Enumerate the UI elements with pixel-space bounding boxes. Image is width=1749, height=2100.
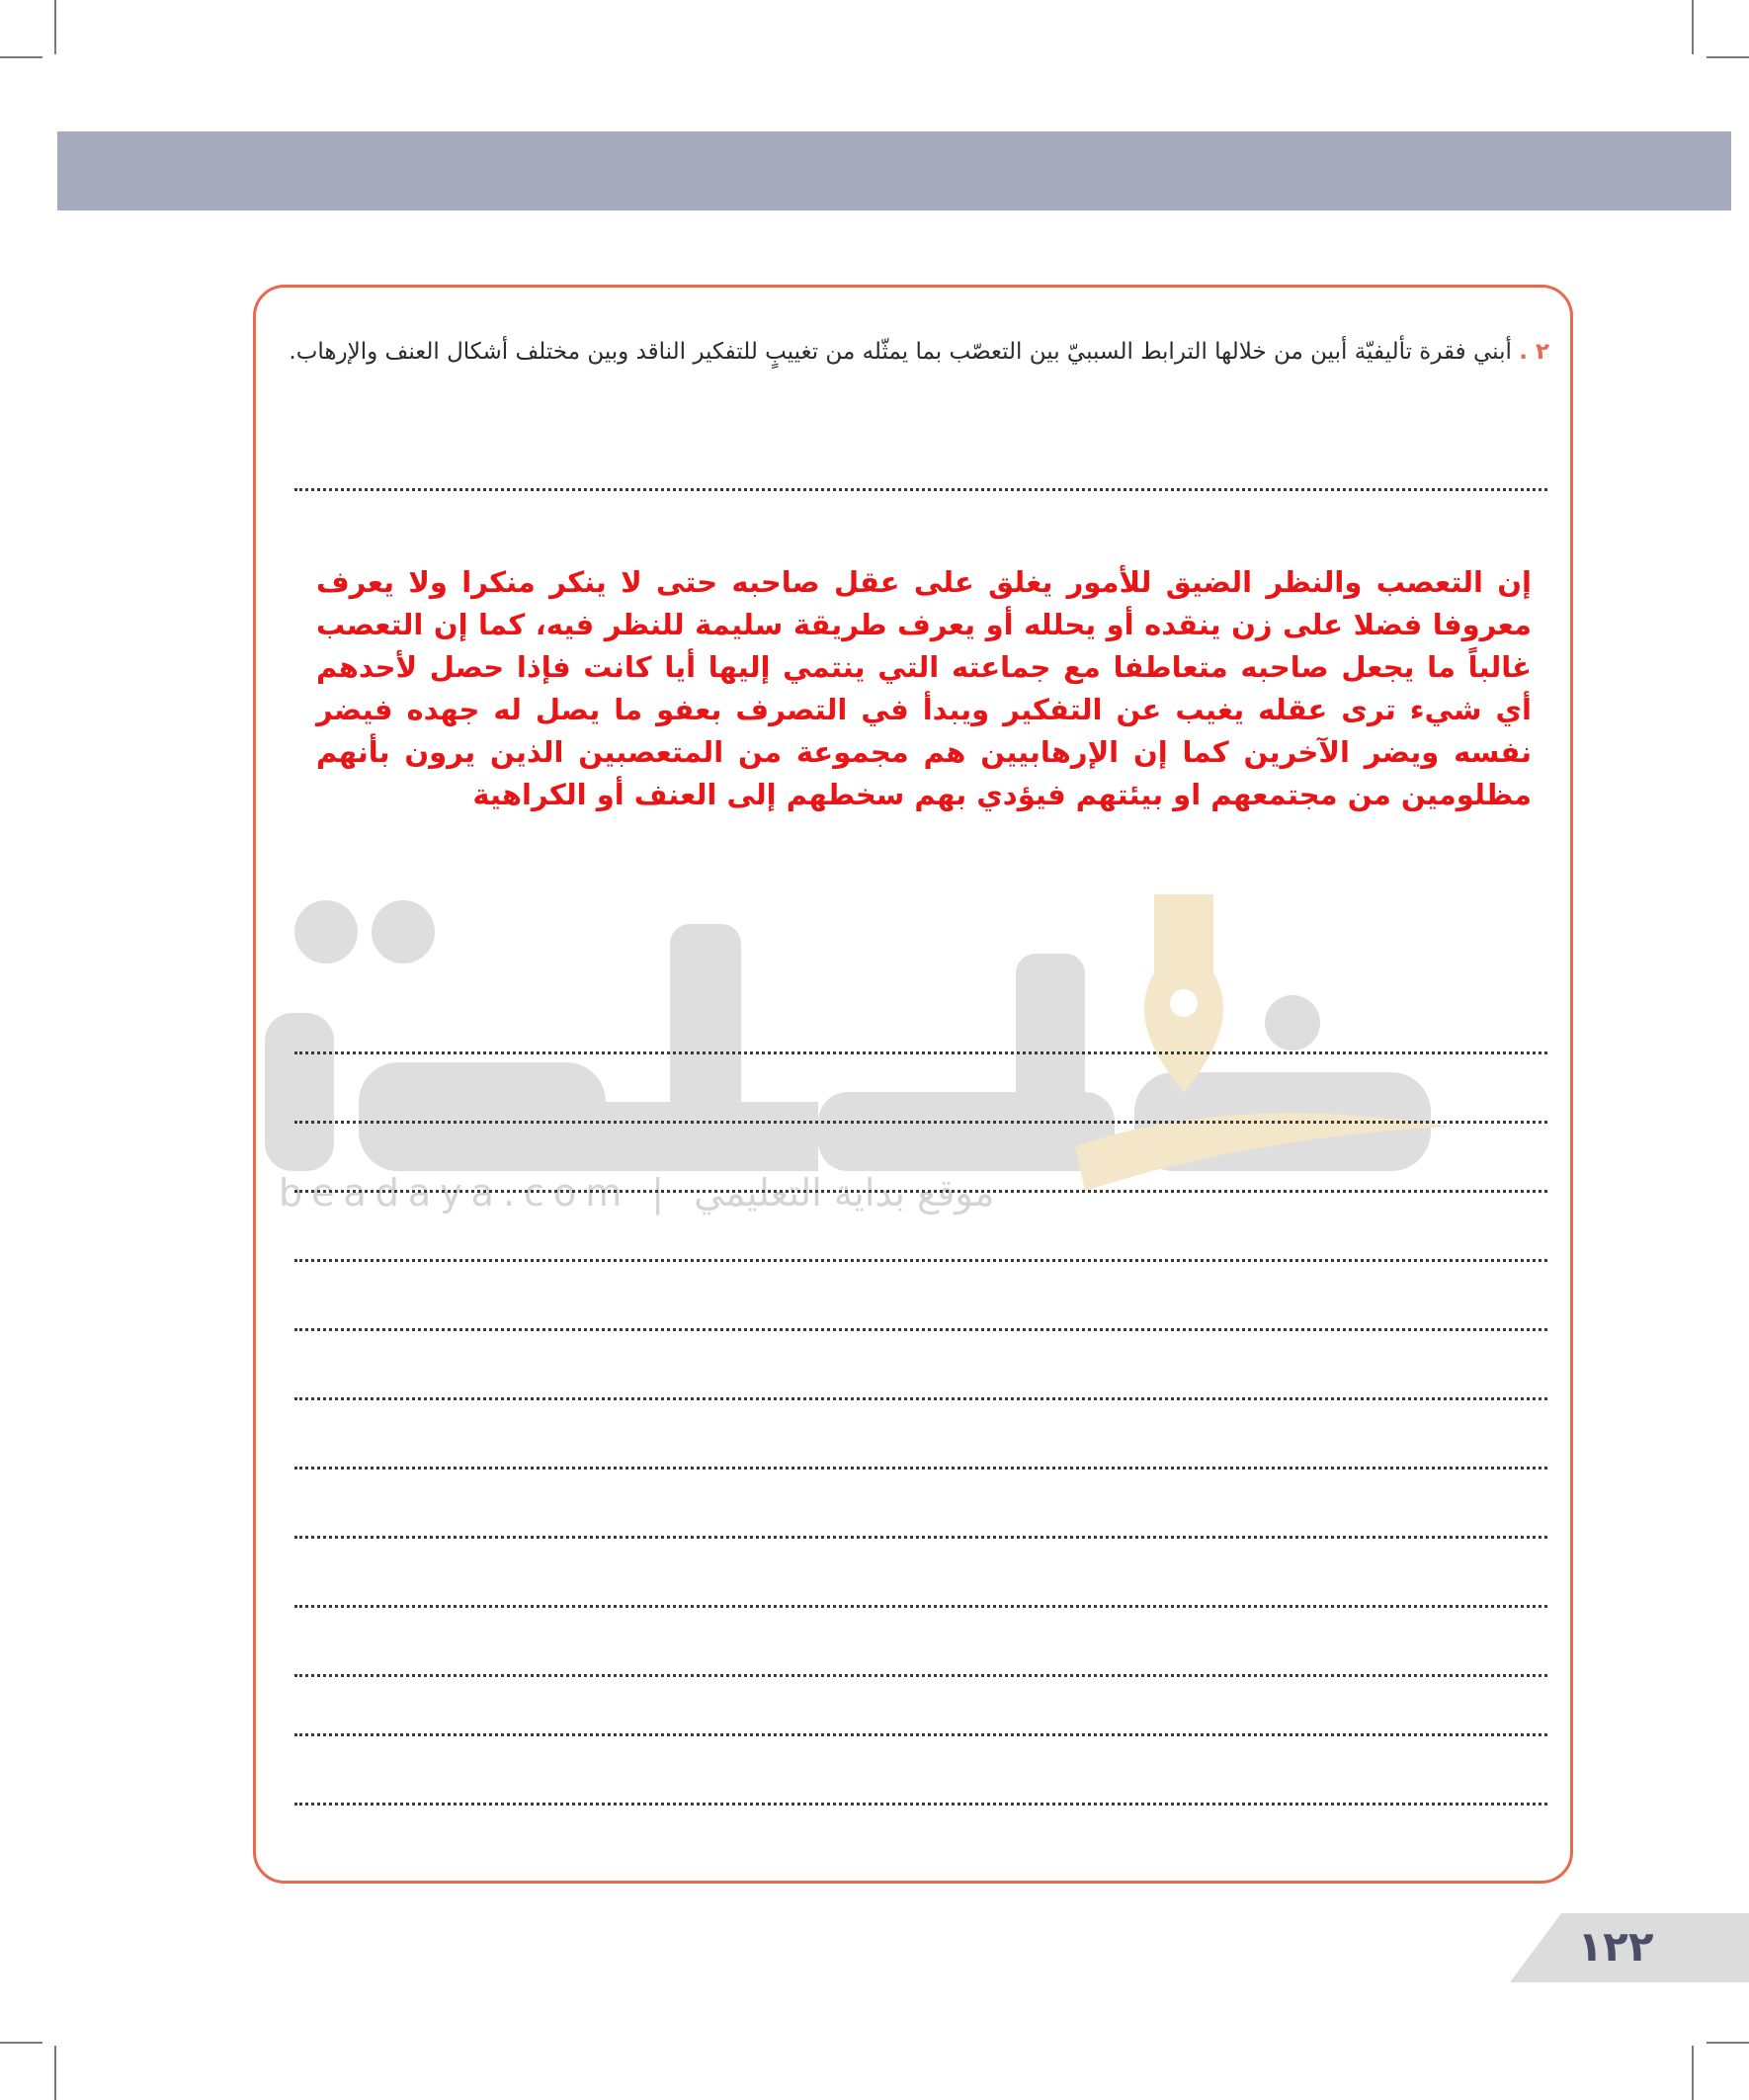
answer-card [253,285,1573,1884]
answer-line[interactable] [294,1397,1547,1400]
crop-mark [0,2042,42,2044]
crop-mark [54,0,56,54]
question-body: أبني فقرة تأليفيّة أبين من خلالها الترابط السببيّ بين التعصّب بما يمثّله من تغييبٍ للتفكير الناقد وبين مختلف أشكال العنف والإرهاب. [289,339,1512,365]
answer-line[interactable] [294,1121,1547,1124]
header-band [57,131,1731,210]
answer-line[interactable] [294,1467,1547,1470]
crop-mark [1692,0,1694,54]
question-text [265,326,1549,378]
crop-mark [1707,56,1749,58]
crop-mark [0,56,42,58]
answer-line[interactable] [294,1803,1547,1806]
answer-line[interactable] [294,1536,1547,1539]
handwritten-answer: إن التعصب والنظر الضيق للأمور يغلق على عقل صاحبه حتى لا ينكر منكرا ولا يعرف معروفا فضلا على زن ينقده أو يحلله أو يعرف طريقة سليمة للنظر فيه، كما إن التعصب غالباً ما يجعل صاحبه متعاطفا مع جماعته التي ينتمي إليها أيا كانت فإذا حصل لأحدهم أي شيء ترى عقله يغيب عن التفكير ويبدأ في التصرف بعفو ما يصل له جهده فيضر نفسه ويضر الآخرين كما إن الإرهابيين هم مجموعة من المتعصبين الذين يرون بأنهم مظلومين من مجتمعهم او بيئتهم فيؤدي بهم سخطهم إلى العنف أو الكراهية [316,565,1532,811]
answer-line[interactable] [294,1328,1547,1331]
watermark-text: beadaya.com | موقع بداية التعليمي [279,1171,995,1215]
answer-line[interactable] [294,1051,1547,1054]
answer-line[interactable] [294,1190,1547,1193]
answer-line[interactable] [294,1733,1547,1736]
crop-mark [54,2046,56,2100]
crop-mark [1707,2042,1749,2044]
crop-mark [1692,2046,1694,2100]
question-number: ٢ . [1519,339,1549,365]
answer-line[interactable] [294,488,1547,491]
answer-line[interactable] [294,1605,1547,1608]
answer-line[interactable] [294,1259,1547,1262]
page-number: ١٢٢ [1577,1922,1654,1971]
answer-line[interactable] [294,1674,1547,1677]
